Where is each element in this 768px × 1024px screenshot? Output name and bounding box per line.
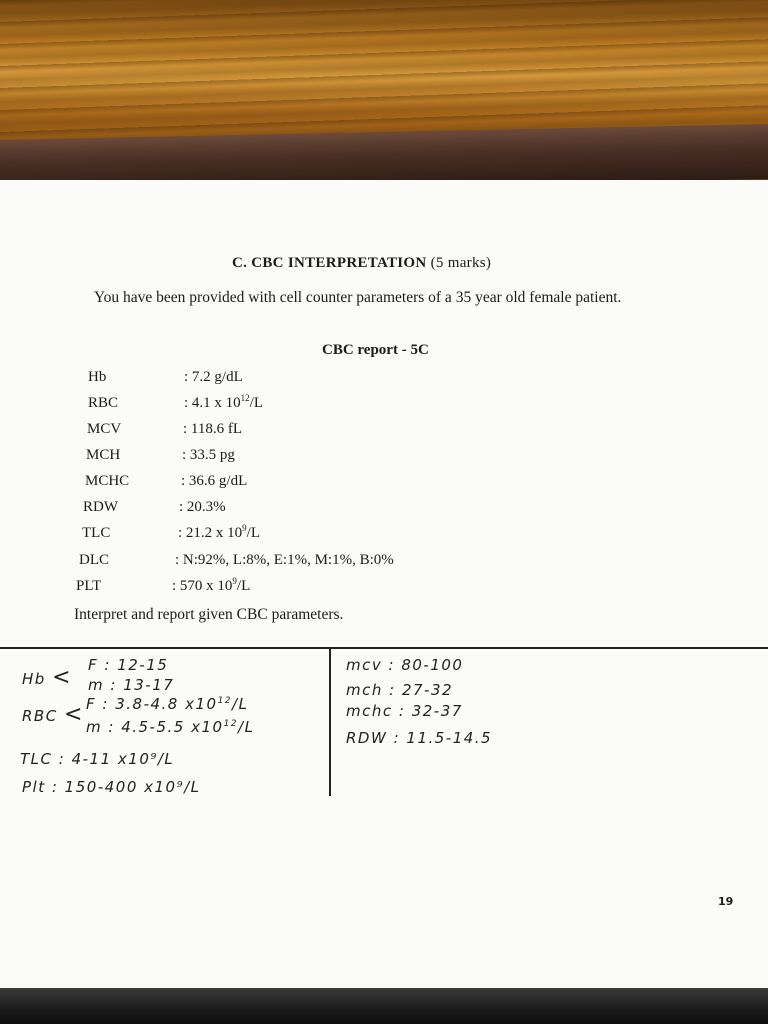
horizontal-rule xyxy=(0,647,768,649)
section-marks: (5 marks) xyxy=(430,255,492,271)
param-value: : 21.2 x $10^9/L$ xyxy=(178,523,261,541)
hand-mchc-range: mchc : 32-37 xyxy=(346,702,463,720)
hand-mch-range: mch : 27-32 xyxy=(346,681,454,699)
hand-mcv-range: mcv : 80-100 xyxy=(346,656,464,674)
param-name: MCH xyxy=(86,447,121,463)
param-value: : 20.3% xyxy=(179,499,226,515)
param-name: MCV xyxy=(87,421,122,437)
hand-rdw-range: RDW : 11.5-14.5 xyxy=(346,729,493,747)
hand-hb-male: m : 13-17 xyxy=(88,676,175,694)
param-name: TLC xyxy=(82,525,111,541)
param-value: : 118.6 fL xyxy=(183,421,243,437)
hand-rbc-label: RBC < xyxy=(22,702,84,727)
param-name: RBC xyxy=(88,395,119,411)
hand-tlc-range: TLC : 4-11 x10⁹/L xyxy=(20,750,175,768)
section-title-text: C. CBC INTERPRETATION xyxy=(232,255,427,271)
param-name: Hb xyxy=(88,369,107,385)
param-value: : 33.5 pg xyxy=(182,447,235,463)
hand-rbc-male: m : 4.5-5.5 $x10^{12}/L$ xyxy=(86,718,255,736)
param-value: : 4.1 x $10^{12}/L$ xyxy=(184,393,264,411)
param-value: : N:92%, L:8%, E:1%, M:1%, B:0% xyxy=(175,552,394,568)
vertical-rule xyxy=(329,648,331,796)
param-value: : 36.6 g/dL xyxy=(181,473,248,489)
param-name: PLT xyxy=(76,578,102,594)
param-name: MCHC xyxy=(85,473,130,489)
instruction-text: Interpret and report given CBC parameters. xyxy=(74,606,344,623)
hand-plt-range: Plt : 150-400 x10⁹/L xyxy=(22,778,201,796)
param-value: : 7.2 g/dL xyxy=(184,369,243,385)
hand-hb-label: Hb < xyxy=(22,665,73,690)
param-name: DLC xyxy=(79,552,109,568)
intro-text: You have been provided with cell counter parameters of a 35 year old female patient. xyxy=(94,289,622,306)
bottom-shadow xyxy=(0,988,768,1024)
page-number: 19 xyxy=(718,895,734,908)
hand-rbc-female: F : 3.8-4.8 $x10^{12}/L$ xyxy=(86,695,249,713)
param-name: RDW xyxy=(83,499,118,515)
section-title xyxy=(232,255,652,272)
param-value: : 570 x $10^9/L$ xyxy=(172,576,251,594)
report-title: CBC report - 5C xyxy=(322,342,429,358)
hand-hb-female: F : 12-15 xyxy=(88,656,169,674)
